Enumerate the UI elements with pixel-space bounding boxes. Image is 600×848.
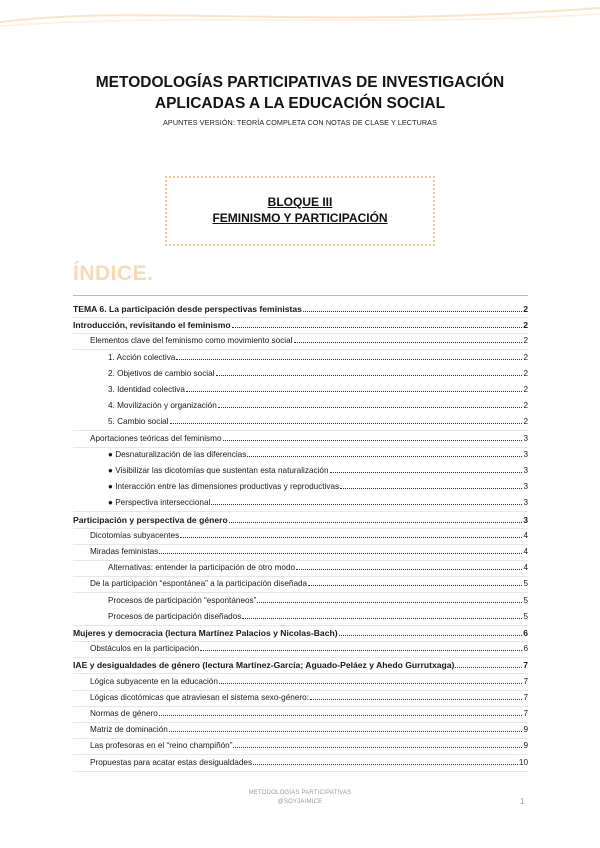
toc-entry-label: ● Interacción entre las dimensiones productivas y reproductivas: [108, 482, 340, 492]
toc-entry[interactable]: [108, 498, 528, 510]
toc-entry-page: 3: [523, 498, 528, 508]
toc-leader-dots: [303, 311, 522, 312]
toc-row-separator: [73, 560, 528, 561]
toc-entry-label: Matriz de dominación: [90, 725, 168, 735]
toc-leader-dots: [229, 522, 522, 523]
block-number: BLOQUE III: [267, 195, 333, 209]
toc-entry[interactable]: [90, 644, 528, 656]
toc-leader-dots: [180, 537, 522, 538]
toc-entry[interactable]: [90, 547, 528, 559]
toc-leader-dots: [219, 683, 523, 684]
toc-entry[interactable]: [90, 693, 528, 705]
toc-entry-label: Mujeres y democracia (lectura Martínez Palacios y Nicolas-Bach): [73, 628, 338, 638]
toc-leader-dots: [159, 715, 523, 716]
toc-entry-label: Procesos de participación diseñados: [108, 611, 242, 621]
toc-entry[interactable]: [108, 612, 528, 624]
toc-entry[interactable]: [73, 660, 528, 672]
toc-entry-page: 2: [523, 352, 528, 362]
toc-entry-label: Lógica subyacente en la educación: [90, 676, 218, 686]
toc-entry[interactable]: [73, 628, 528, 640]
toc-entry-page: 9: [523, 725, 528, 735]
toc-row-separator: [73, 754, 528, 755]
toc-entry[interactable]: [108, 482, 528, 494]
toc-leader-dots: [253, 764, 518, 765]
toc-entry-label: IAE y desigualdades de género (lectura Martínez-García; Aguado-Peláez y Ahedo Gurrutxaga): [73, 660, 455, 671]
toc-entry-label: Propuestas para acatar estas desigualdades: [90, 757, 253, 767]
toc-entry-label: Obstáculos en la participación: [90, 644, 200, 654]
toc-entry[interactable]: [73, 320, 528, 332]
toc-entry-page: 3: [523, 449, 528, 459]
toc-entry-page: 2: [523, 304, 528, 314]
toc-leader-dots: [186, 391, 523, 392]
toc-leader-dots: [242, 618, 522, 619]
toc-entry-page: 4: [523, 530, 528, 540]
toc-entry-page: 2: [523, 417, 528, 427]
toc-row-separator: [73, 771, 528, 772]
toc-row-separator: [73, 657, 528, 658]
toc-entry-label: Participación y perspectiva de género: [73, 514, 228, 525]
toc-entry[interactable]: [73, 304, 528, 316]
toc-entry-label: Dicotomías subyacentes: [90, 530, 180, 540]
toc-entry-label: Aportaciones teóricas del feminismo: [90, 433, 222, 443]
toc-row-separator: [73, 528, 528, 529]
toc-row-separator: [73, 673, 528, 674]
toc-entry[interactable]: [90, 336, 528, 348]
toc-row-separator: [73, 625, 528, 626]
toc-entry[interactable]: [108, 417, 528, 429]
toc-entry-page: 4: [523, 563, 528, 573]
toc-leader-dots: [216, 375, 523, 376]
toc-row-separator: [73, 641, 528, 642]
toc-leader-dots: [159, 553, 522, 554]
toc-leader-dots: [294, 342, 523, 343]
toc-leader-dots: [340, 488, 522, 489]
toc-row-separator: [73, 430, 528, 431]
toc-row-separator: [73, 544, 528, 545]
toc-entry[interactable]: [108, 369, 528, 381]
toc-entry-page: 3: [523, 466, 528, 475]
toc-entry-label: Alternativas: entender la participación de otro modo: [108, 563, 296, 573]
toc-leader-dots: [170, 423, 523, 424]
toc-entry-page: 2: [523, 336, 528, 346]
toc-entry[interactable]: [108, 450, 528, 462]
toc-entry-label: ● Visibilizar las dicotomías que sustentan esta naturalización: [108, 466, 329, 475]
toc-row-separator: [73, 706, 528, 707]
toc-entry[interactable]: [90, 741, 528, 753]
toc-entry-label: ● Desnaturalización de las diferencias: [108, 449, 247, 459]
toc-entry[interactable]: [108, 401, 528, 413]
toc-leader-dots: [330, 472, 523, 473]
toc-entry-label: 1. Acción colectiva: [108, 352, 176, 362]
toc-entry-page: 10: [518, 757, 528, 767]
toc-entry-label: ● Perspectiva interseccional: [108, 498, 211, 508]
toc-entry-label: Procesos de participación “espontáneos”: [108, 595, 257, 605]
page-number: 1: [520, 797, 525, 806]
toc-entry[interactable]: [108, 466, 528, 478]
toc-entry-page: 2: [523, 320, 528, 331]
toc-leader-dots: [296, 569, 522, 570]
toc-row-separator: [73, 511, 528, 512]
toc-leader-dots: [233, 747, 522, 748]
toc-entry-page: 7: [523, 676, 528, 686]
toc-entry-label: Lógicas dicotómicas que atraviesan el sistema sexo-género:: [90, 692, 309, 702]
toc-entry-page: 5: [523, 611, 528, 621]
footer-author: @SOYJAIMICE: [277, 799, 323, 805]
toc-leader-dots: [339, 635, 523, 636]
toc-entry-page: 9: [523, 741, 528, 751]
toc-entry-page: 5: [523, 579, 528, 589]
toc-entry[interactable]: [90, 758, 528, 770]
toc-entry[interactable]: [108, 563, 528, 575]
toc-entry-page: 3: [523, 482, 528, 492]
toc-row-separator: [73, 333, 528, 334]
toc-entry-page: 2: [523, 385, 528, 394]
toc-entry-label: Introducción, revisitando el feminismo: [73, 320, 231, 331]
toc-row-separator: [73, 592, 528, 593]
toc-entry-label: 3. Identidad colectiva: [108, 385, 185, 394]
block-title: FEMINISMO Y PARTICIPACIÓN: [212, 211, 388, 225]
toc-entry[interactable]: [90, 579, 528, 591]
toc-entry[interactable]: [90, 725, 528, 737]
document-title-line1: METODOLOGÍAS PARTICIPATIVAS DE INVESTIGACIÓN: [95, 74, 505, 91]
toc-entry[interactable]: [90, 434, 528, 446]
toc-entry-page: 4: [523, 547, 528, 556]
toc-entry[interactable]: [90, 709, 528, 721]
toc-entry-page: 2: [523, 401, 528, 411]
toc-entry-page: 6: [523, 644, 528, 654]
toc-leader-dots: [169, 731, 523, 732]
toc-leader-dots: [176, 359, 522, 360]
footer-course: METODOLOGÍAS PARTICIPATIVAS: [248, 790, 352, 796]
toc-leader-dots: [247, 456, 522, 457]
toc-entry-label: 4. Movilización y organización: [108, 401, 217, 411]
toc-entry-page: 7: [523, 660, 528, 671]
toc-leader-dots: [200, 650, 522, 651]
toc-entry-label: TEMA 6. La participación desde perspectivas feministas: [73, 304, 302, 314]
toc-leader-dots: [232, 327, 523, 328]
toc-entry-label: 2. Objetivos de cambio social: [108, 368, 215, 378]
toc-entry-page: 2: [523, 368, 528, 378]
toc-row-separator: [73, 738, 528, 739]
toc-entry-page: 3: [523, 514, 528, 525]
toc-row-separator: [73, 317, 528, 318]
toc-leader-dots: [310, 699, 523, 700]
toc-entry-label: Normas de género: [90, 709, 158, 718]
toc-entry-page: 7: [523, 709, 528, 718]
toc-row-separator: [73, 722, 528, 723]
toc-entry-label: De la participación “espontánea” a la participación diseñada: [90, 579, 308, 589]
toc-entry[interactable]: [73, 515, 528, 527]
toc-leader-dots: [257, 602, 522, 603]
toc-row-separator: [73, 690, 528, 691]
toc-leader-dots: [211, 504, 522, 505]
toc-entry[interactable]: [90, 677, 528, 689]
document-subtitle: APUNTES VERSIÓN: TEORÍA COMPLETA CON NOTAS DE CLASE Y LECTURAS: [163, 118, 437, 127]
toc-entry-label: 5. Cambio social: [108, 417, 169, 427]
toc-leader-dots: [455, 667, 522, 668]
document-title-line2: APLICADAS A LA EDUCACIÓN SOCIAL: [154, 95, 446, 112]
toc-entry-page: 5: [523, 595, 528, 605]
index-heading: ÍNDICE.: [73, 262, 154, 285]
toc-entry-label: Las profesoras en el “reino champiñón”: [90, 741, 233, 751]
toc-row-separator: [73, 447, 528, 448]
toc-entry-label: Miradas feministas: [90, 547, 159, 556]
toc-leader-dots: [218, 407, 523, 408]
index-divider: [73, 295, 528, 296]
header-decoration: [0, 0, 600, 30]
toc-entry[interactable]: [108, 385, 528, 397]
toc-row-separator: [73, 576, 528, 577]
toc-entry[interactable]: [90, 531, 528, 543]
toc-entry[interactable]: [108, 353, 528, 365]
toc-entry-page: 6: [523, 628, 528, 638]
toc-row-separator: [73, 349, 528, 350]
toc-leader-dots: [223, 440, 523, 441]
toc-entry-page: 3: [523, 433, 528, 443]
toc-entry-label: Elementos clave del feminismo como movimiento social: [90, 336, 293, 346]
toc-entry-page: 7: [523, 692, 528, 702]
toc-entry[interactable]: [108, 596, 528, 608]
toc-leader-dots: [308, 585, 522, 586]
